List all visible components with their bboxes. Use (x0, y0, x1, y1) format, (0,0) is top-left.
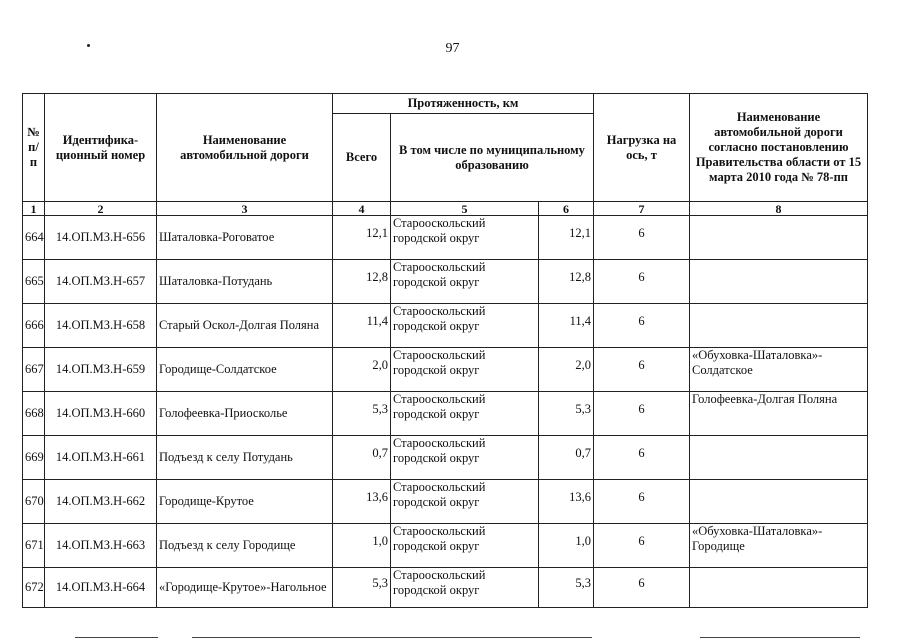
length-municipal-cell (539, 216, 594, 260)
road-id-cell: 14.ОП.МЗ.Н-657 (45, 260, 157, 304)
length-total-cell (333, 436, 391, 480)
col-number: 4 (333, 202, 391, 216)
length-total: 5,3 (372, 576, 388, 590)
road-id-cell: 14.ОП.МЗ.Н-659 (45, 348, 157, 392)
length-total: 5,3 (372, 402, 388, 416)
road-id-cell: 14.ОП.МЗ.Н-664 (45, 568, 157, 608)
length-total: 2,0 (372, 358, 388, 372)
length-municipal-cell (539, 524, 594, 568)
municipality-cell: Старооскольский городской округ (391, 348, 539, 392)
axle-load: 6 (638, 490, 645, 504)
road-id-cell: 14.ОП.МЗ.Н-660 (45, 392, 157, 436)
length-total-cell (333, 260, 391, 304)
table-row (23, 260, 868, 304)
header-id: Идентифика-ционный номер (45, 94, 157, 202)
length-municipal-cell (539, 436, 594, 480)
axle-load-cell (594, 392, 690, 436)
length-total: 13,6 (366, 490, 388, 504)
length-municipal: 0,7 (575, 446, 591, 460)
col-number: 8 (690, 202, 868, 216)
axle-load-cell (594, 524, 690, 568)
length-municipal: 11,4 (569, 314, 591, 328)
table-row (23, 392, 868, 436)
road-name-cell: Шаталовка-Роговатое (157, 216, 333, 260)
row-number-cell: 667 (23, 348, 45, 392)
header-road-name: Наименование автомобильной дороги (157, 94, 333, 202)
length-total-cell (333, 216, 391, 260)
axle-load-cell (594, 304, 690, 348)
length-total: 0,7 (372, 446, 388, 460)
length-municipal-cell (539, 392, 594, 436)
road-name-cell: Старый Оскол-Долгая Поляна (157, 304, 333, 348)
roads-table (22, 93, 868, 608)
axle-load-cell (594, 260, 690, 304)
row-number-cell: 666 (23, 304, 45, 348)
column-number-row (23, 202, 868, 216)
table-row (23, 216, 868, 260)
road-name-cell: Подъезд к селу Потудань (157, 436, 333, 480)
length-total: 11,4 (366, 314, 388, 328)
row-number-cell: 669 (23, 436, 45, 480)
municipality-cell: Старооскольский городской округ (391, 524, 539, 568)
length-total-cell (333, 348, 391, 392)
old-road-name-cell: «Обуховка-Шаталовка»-Городище (690, 524, 868, 568)
col-number: 3 (157, 202, 333, 216)
road-name-cell: «Городище-Крутое»-Нагольное (157, 568, 333, 608)
row-number-cell: 670 (23, 480, 45, 524)
table-row (23, 304, 868, 348)
col-number: 2 (45, 202, 157, 216)
length-municipal: 5,3 (575, 402, 591, 416)
road-name-cell: Шаталовка-Потудань (157, 260, 333, 304)
length-municipal: 2,0 (575, 358, 591, 372)
old-road-name-cell (690, 216, 868, 260)
col-number: 5 (391, 202, 539, 216)
row-number-cell: 672 (23, 568, 45, 608)
old-road-name-cell (690, 436, 868, 480)
length-total: 1,0 (372, 534, 388, 548)
axle-load-cell (594, 216, 690, 260)
old-road-name-cell: Голофеевка-Долгая Поляна (690, 392, 868, 436)
table-row (23, 480, 868, 524)
road-id-cell: 14.ОП.МЗ.Н-663 (45, 524, 157, 568)
table-row (23, 568, 868, 608)
length-municipal-cell (539, 568, 594, 608)
bottom-rule-middle (192, 637, 592, 638)
road-name-cell: Городище-Солдатское (157, 348, 333, 392)
header-total: Всего (333, 114, 391, 202)
old-road-name-cell (690, 260, 868, 304)
length-municipal-cell (539, 304, 594, 348)
table-row (23, 436, 868, 480)
col-number: 1 (23, 202, 45, 216)
table-body (23, 216, 868, 608)
axle-load: 6 (638, 270, 645, 284)
length-municipal-cell (539, 480, 594, 524)
header-axle-load: Нагрузка на ось, т (594, 94, 690, 202)
header-num: № п/п (23, 94, 45, 202)
length-total-cell (333, 568, 391, 608)
header-length-group: Протяженность, км (333, 94, 594, 114)
municipality-cell: Старооскольский городской округ (391, 216, 539, 260)
municipality-cell: Старооскольский городской округ (391, 260, 539, 304)
length-total-cell (333, 480, 391, 524)
length-municipal: 12,1 (569, 226, 591, 240)
old-road-name-cell (690, 480, 868, 524)
municipality-cell: Старооскольский городской округ (391, 304, 539, 348)
length-municipal: 12,8 (569, 270, 591, 284)
header-row-1 (23, 94, 868, 114)
length-municipal-cell (539, 348, 594, 392)
road-id-cell: 14.ОП.МЗ.Н-658 (45, 304, 157, 348)
axle-load: 6 (638, 402, 645, 416)
table-row (23, 348, 868, 392)
municipality-cell: Старооскольский городской округ (391, 480, 539, 524)
length-total-cell (333, 304, 391, 348)
municipality-cell: Старооскольский городской округ (391, 392, 539, 436)
length-total-cell (333, 524, 391, 568)
row-number-cell: 671 (23, 524, 45, 568)
road-name-cell: Голофеевка-Приосколье (157, 392, 333, 436)
length-municipal-cell (539, 260, 594, 304)
axle-load: 6 (638, 446, 645, 460)
road-name-cell: Городище-Крутое (157, 480, 333, 524)
row-number-cell: 668 (23, 392, 45, 436)
row-number-cell: 665 (23, 260, 45, 304)
header-municipal: В том числе по муниципальному образованию (391, 114, 594, 202)
length-total: 12,1 (366, 226, 388, 240)
municipality-cell: Старооскольский городской округ (391, 436, 539, 480)
municipality-cell: Старооскольский городской округ (391, 568, 539, 608)
road-id-cell: 14.ОП.МЗ.Н-661 (45, 436, 157, 480)
page-number: 97 (445, 41, 460, 56)
header-old-name: Наименование автомобильной дороги согласно постановлению Правительства области от 15 марта 2010 года № 78-пп (690, 94, 868, 202)
old-road-name-cell (690, 304, 868, 348)
row-number-cell: 664 (23, 216, 45, 260)
road-id-cell: 14.ОП.МЗ.Н-656 (45, 216, 157, 260)
axle-load-cell (594, 348, 690, 392)
axle-load: 6 (638, 226, 645, 240)
length-total: 12,8 (366, 270, 388, 284)
bottom-rule-left (75, 637, 158, 638)
axle-load-cell (594, 436, 690, 480)
length-municipal: 13,6 (569, 490, 591, 504)
old-road-name-cell (690, 568, 868, 608)
axle-load: 6 (638, 534, 645, 548)
length-municipal: 1,0 (575, 534, 591, 548)
axle-load: 6 (638, 314, 645, 328)
length-municipal: 5,3 (575, 576, 591, 590)
table-row (23, 524, 868, 568)
length-total-cell (333, 392, 391, 436)
axle-load-cell (594, 480, 690, 524)
col-number: 7 (594, 202, 690, 216)
axle-load-cell (594, 568, 690, 608)
axle-load: 6 (638, 358, 645, 372)
road-id-cell: 14.ОП.МЗ.Н-662 (45, 480, 157, 524)
col-number: 6 (539, 202, 594, 216)
old-road-name-cell: «Обуховка-Шаталовка»-Солдатское (690, 348, 868, 392)
bottom-rule-right (700, 637, 860, 638)
road-name-cell: Подъезд к селу Городище (157, 524, 333, 568)
axle-load: 6 (638, 576, 645, 590)
